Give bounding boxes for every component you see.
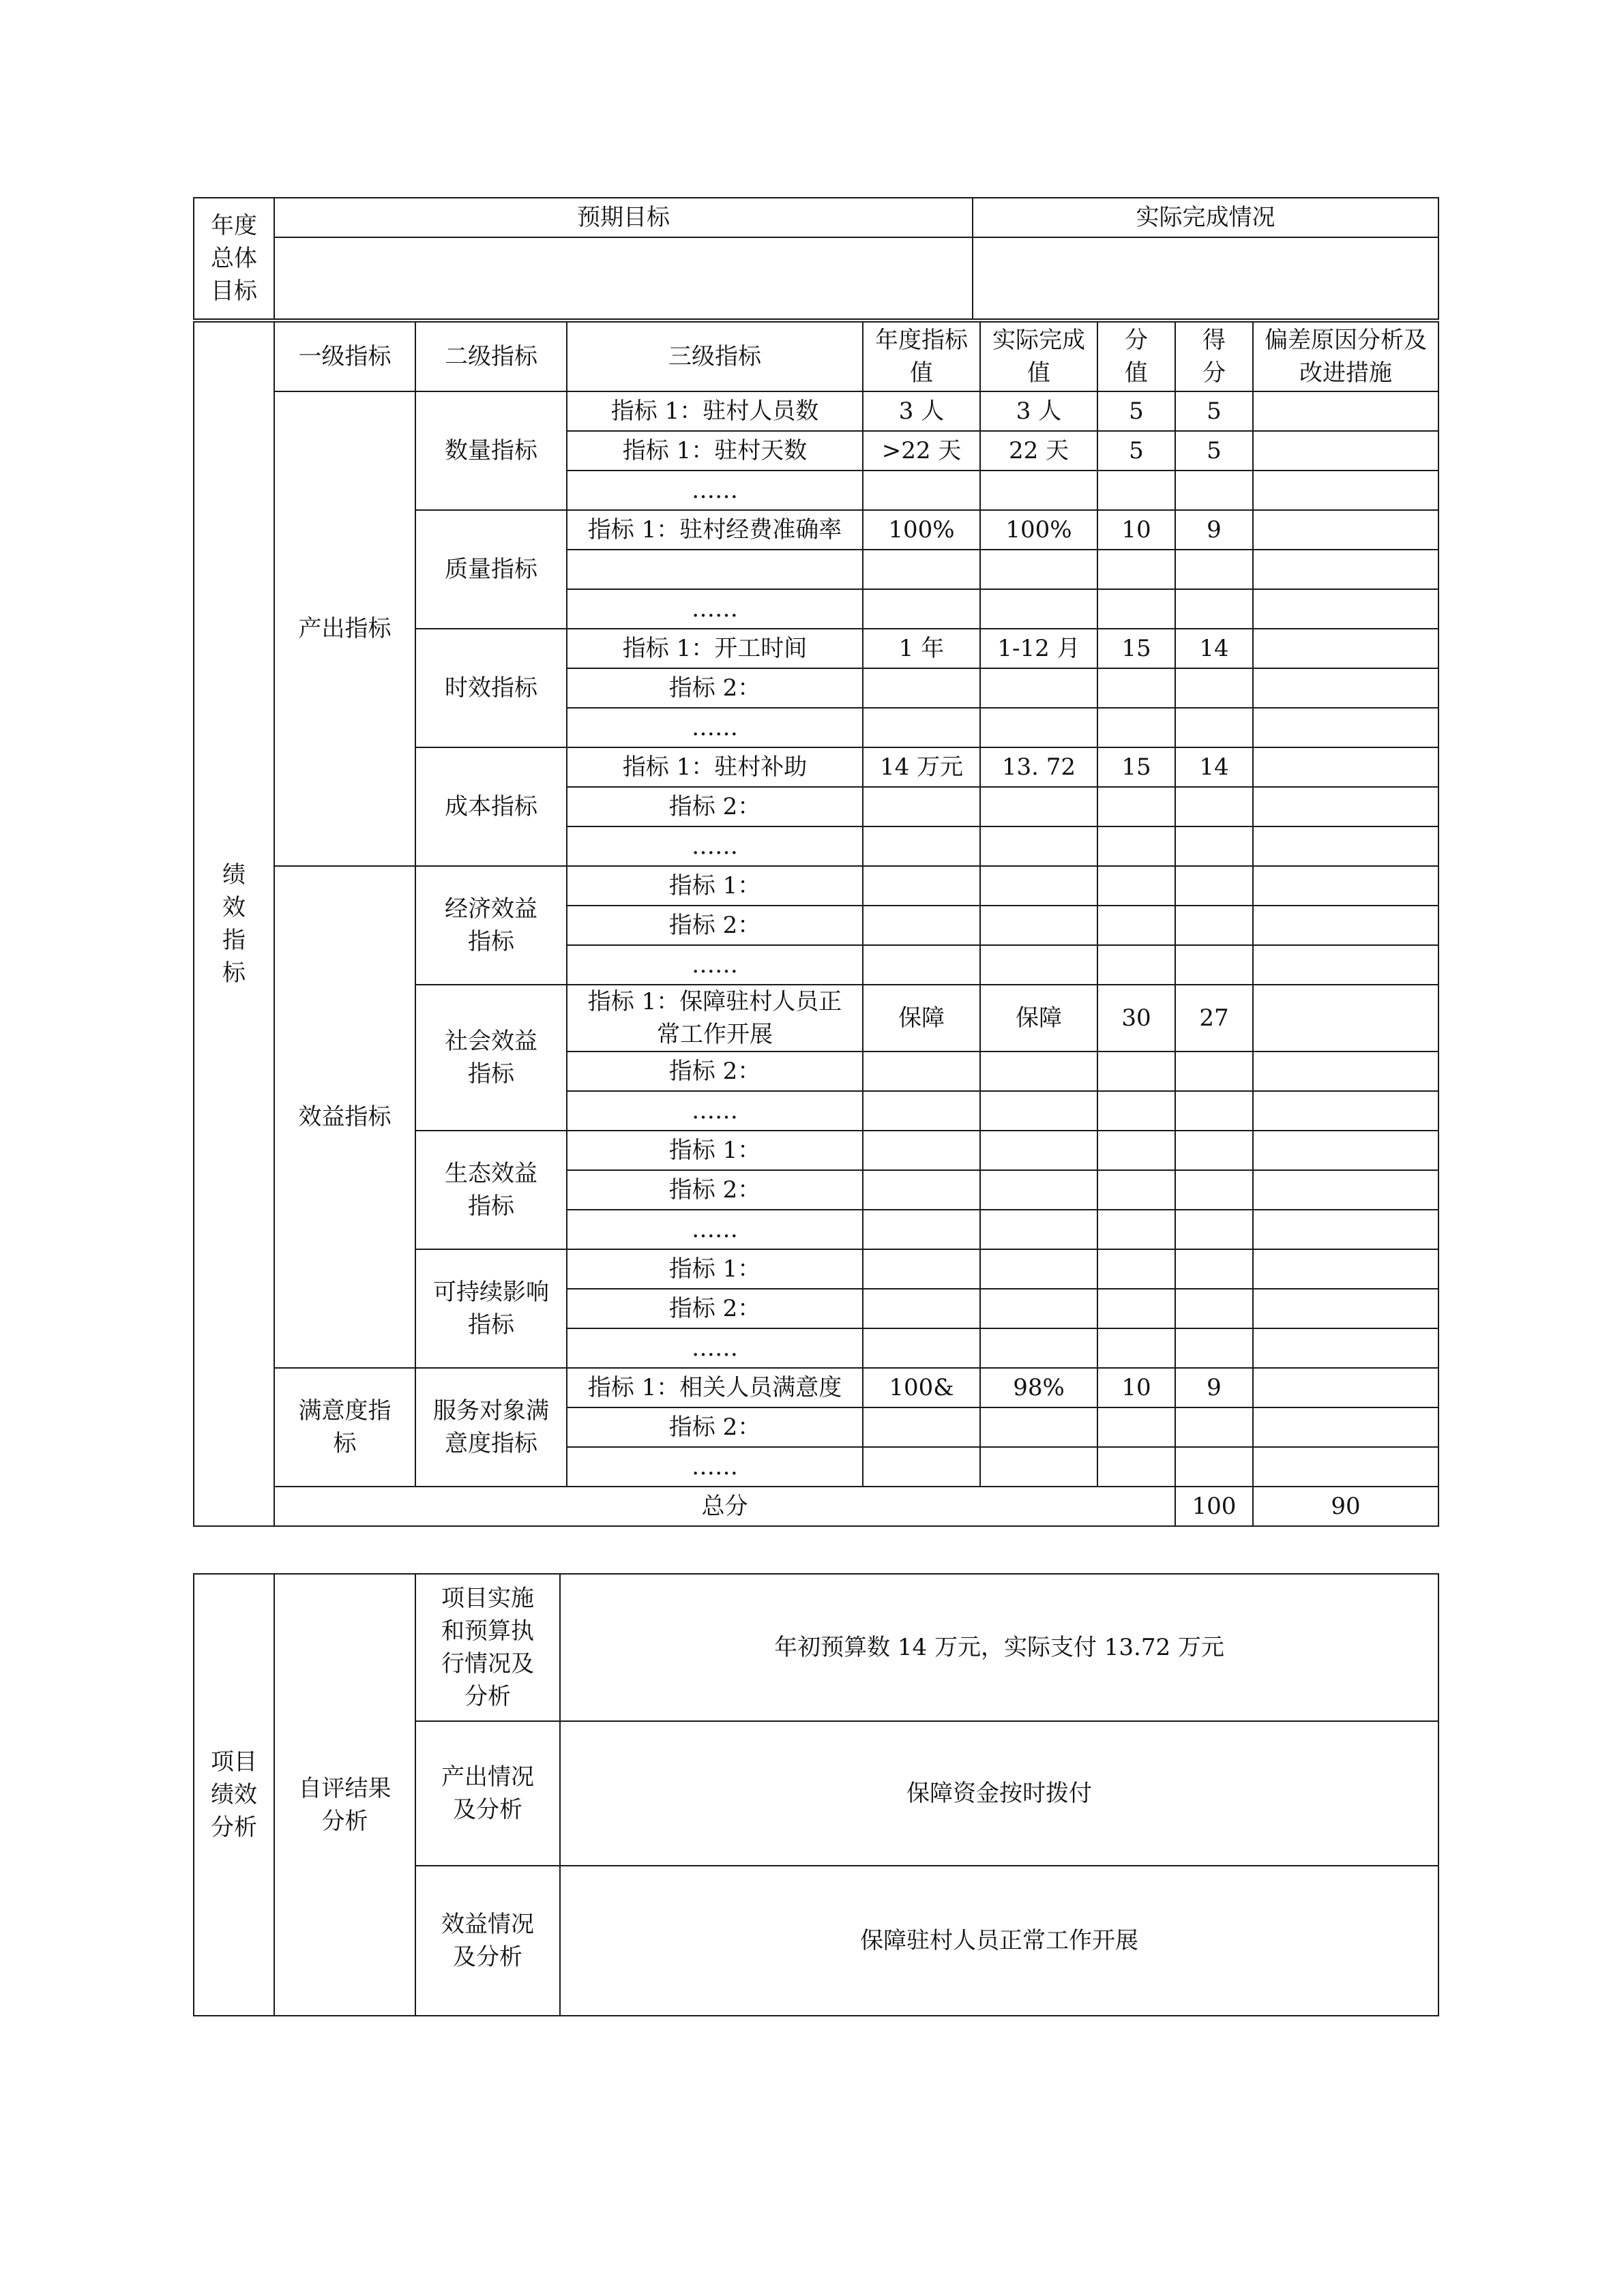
indicator-weight: [1097, 866, 1175, 906]
indicator-weight: [1097, 1210, 1175, 1249]
indicator-note: [1253, 1052, 1438, 1091]
indicator-target: [863, 1131, 980, 1170]
indicator-name: ……: [567, 1447, 863, 1487]
header-weight: 分值: [1125, 327, 1148, 387]
indicator-note: [1253, 1131, 1438, 1170]
indicator-target: [863, 1328, 980, 1368]
indicator-name: 指标 1：相关人员满意度: [567, 1368, 863, 1407]
self-evaluation-label-cell: [274, 1574, 415, 2016]
indicator-target: [863, 1170, 980, 1210]
indicator-target: 1 年: [863, 629, 980, 668]
indicator-score: 9: [1175, 1368, 1253, 1407]
indicator-note: [1253, 906, 1438, 945]
analysis-row: [194, 1574, 1438, 1721]
cost-indicator-label: 成本指标: [415, 747, 567, 866]
indicator-weight: 30: [1097, 985, 1175, 1052]
annual-goal-label: 年度总体目标: [211, 212, 257, 305]
indicator-weight: [1097, 826, 1175, 866]
header-deviation: 偏差原因分析及改进措施: [1265, 327, 1427, 387]
indicator-score: [1175, 668, 1253, 708]
indicator-name: 指标 1：驻村经费准确率: [567, 510, 863, 550]
header-weight-cell: [1097, 322, 1175, 391]
service-satisfaction-label-cell: [415, 1368, 567, 1487]
indicator-score: [1175, 826, 1253, 866]
indicator-weight: 10: [1097, 510, 1175, 550]
table-row: [194, 1368, 1438, 1407]
total-row: [194, 1487, 1438, 1526]
analysis-item-label: 产出情况及分析: [441, 1763, 534, 1823]
perf-side-label: 绩效指标: [222, 861, 246, 987]
timeliness-indicator-label: 时效指标: [415, 629, 567, 747]
indicator-weight: [1097, 1407, 1175, 1447]
indicator-weight: [1097, 471, 1175, 510]
indicator-name: ……: [567, 945, 863, 985]
header-level3: 三级指标: [567, 322, 863, 391]
actual-completion-value: [973, 237, 1438, 319]
indicator-name: 指标 2：: [567, 1289, 863, 1328]
header-deviation-cell: [1253, 322, 1438, 391]
indicator-note: [1253, 431, 1438, 471]
indicator-target: [863, 826, 980, 866]
indicator-name: ……: [567, 471, 863, 510]
indicator-weight: [1097, 1249, 1175, 1289]
indicator-actual: [980, 668, 1097, 708]
header-annual-target: 年度指标值: [875, 327, 968, 387]
header-score-cell: [1175, 322, 1253, 391]
output-indicator-label: 产出指标: [274, 391, 415, 866]
total-score: 90: [1253, 1487, 1438, 1526]
indicator-name: 指标 1：: [567, 866, 863, 906]
expected-goal-header: 预期目标: [274, 198, 973, 237]
indicator-target: [863, 1447, 980, 1487]
analysis-item-content: 保障资金按时拨付: [560, 1721, 1438, 1866]
indicator-target: 100%: [863, 510, 980, 550]
indicator-name: ……: [567, 826, 863, 866]
indicator-note: [1253, 1407, 1438, 1447]
indicator-actual: [980, 906, 1097, 945]
indicator-score: [1175, 906, 1253, 945]
analysis-item-label-cell: [415, 1866, 560, 2016]
indicator-actual: [980, 589, 1097, 629]
indicator-weight: 5: [1097, 391, 1175, 431]
indicator-name: 指标 2：: [567, 1407, 863, 1447]
indicator-actual: [980, 708, 1097, 747]
indicator-weight: [1097, 1091, 1175, 1131]
quantity-indicator-label: 数量指标: [415, 391, 567, 510]
indicator-score: 14: [1175, 629, 1253, 668]
analysis-item-label: 效益情况及分析: [441, 1911, 534, 1971]
indicator-weight: [1097, 787, 1175, 826]
indicator-name: 指标 2：: [567, 906, 863, 945]
indicator-name: 指标 2：: [567, 1170, 863, 1210]
indicator-weight: [1097, 668, 1175, 708]
indicator-score: 9: [1175, 510, 1253, 550]
indicator-target: 保障: [863, 985, 980, 1052]
economic-indicator-label-cell: [415, 866, 567, 985]
indicator-score: [1175, 1407, 1253, 1447]
indicator-actual: [980, 1447, 1097, 1487]
indicator-actual: [980, 1289, 1097, 1328]
indicator-note: [1253, 1210, 1438, 1249]
indicator-name: [567, 550, 863, 589]
indicator-name: 指标 1：: [567, 1249, 863, 1289]
indicator-weight: 15: [1097, 747, 1175, 787]
indicator-weight: [1097, 589, 1175, 629]
header-score: 得分: [1202, 327, 1226, 387]
indicator-target: [863, 1091, 980, 1131]
indicator-actual: [980, 1328, 1097, 1368]
indicator-weight: [1097, 1170, 1175, 1210]
indicator-target: 3 人: [863, 391, 980, 431]
indicator-score: [1175, 471, 1253, 510]
indicator-name: ……: [567, 1091, 863, 1131]
expected-goal-value: [274, 237, 973, 319]
indicator-actual: [980, 1170, 1097, 1210]
indicator-name: ……: [567, 589, 863, 629]
total-label: 总分: [274, 1487, 1175, 1526]
indicator-score: 27: [1175, 985, 1253, 1052]
indicator-weight: [1097, 906, 1175, 945]
indicator-score: [1175, 866, 1253, 906]
indicator-target: [863, 668, 980, 708]
ecological-indicator-label-cell: [415, 1131, 567, 1249]
analysis-side-label: 项目绩效分析: [211, 1748, 257, 1841]
economic-indicator-label: 经济效益指标: [445, 895, 537, 955]
indicator-weight: [1097, 1052, 1175, 1091]
analysis-item-content: 年初预算数 14 万元，实际支付 13.72 万元: [560, 1574, 1438, 1721]
indicator-weight: [1097, 1289, 1175, 1328]
indicator-name: 指标 2：: [567, 1052, 863, 1091]
indicator-note: [1253, 1328, 1438, 1368]
satisfaction-indicator-label-cell: [274, 1368, 415, 1487]
indicator-target: [863, 787, 980, 826]
indicator-score: [1175, 1091, 1253, 1131]
indicator-score: [1175, 1328, 1253, 1368]
indicator-actual: [980, 787, 1097, 826]
indicator-note: [1253, 1447, 1438, 1487]
indicator-note: [1253, 1091, 1438, 1131]
analysis-item-content: 保障驻村人员正常工作开展: [560, 1866, 1438, 2016]
indicator-note: [1253, 668, 1438, 708]
indicator-score: [1175, 1210, 1253, 1249]
indicator-name: 指标 2：: [567, 668, 863, 708]
indicator-weight: 10: [1097, 1368, 1175, 1407]
indicator-weight: 15: [1097, 629, 1175, 668]
indicator-target: [863, 1210, 980, 1249]
indicator-note: [1253, 747, 1438, 787]
indicator-weight: [1097, 1328, 1175, 1368]
indicator-target: [863, 1249, 980, 1289]
analysis-item-label-cell: [415, 1574, 560, 1721]
indicator-actual: [980, 866, 1097, 906]
indicator-actual: 98%: [980, 1368, 1097, 1407]
table-row: [194, 391, 1438, 431]
indicator-target: [863, 589, 980, 629]
perf-side-label-cell: [194, 322, 274, 1526]
social-indicator-label: 社会效益指标: [445, 1028, 537, 1088]
indicator-target: [863, 906, 980, 945]
indicator-actual: [980, 945, 1097, 985]
indicator-actual: [980, 1052, 1097, 1091]
indicator-note: [1253, 866, 1438, 906]
header-level2: 二级指标: [415, 322, 567, 391]
indicator-note: [1253, 550, 1438, 589]
annual-goal-label-cell: [194, 198, 274, 319]
indicator-note: [1253, 629, 1438, 668]
indicator-note: [1253, 510, 1438, 550]
indicator-actual: 3 人: [980, 391, 1097, 431]
indicator-actual: 1-12 月: [980, 629, 1097, 668]
indicator-note: [1253, 1368, 1438, 1407]
performance-indicator-table: [193, 321, 1439, 1527]
indicator-weight: [1097, 945, 1175, 985]
indicator-target: 100&: [863, 1368, 980, 1407]
indicator-target: [863, 550, 980, 589]
annual-goal-table: [193, 197, 1439, 320]
indicator-score: [1175, 945, 1253, 985]
indicator-score: 5: [1175, 431, 1253, 471]
indicator-score: [1175, 550, 1253, 589]
indicator-weight: [1097, 550, 1175, 589]
indicator-name: 指标 1：开工时间: [567, 629, 863, 668]
indicator-actual: [980, 1091, 1097, 1131]
indicator-score: 14: [1175, 747, 1253, 787]
indicator-note: [1253, 1170, 1438, 1210]
indicator-name: ……: [567, 1210, 863, 1249]
indicator-score: [1175, 589, 1253, 629]
header-level1: 一级指标: [274, 322, 415, 391]
indicator-name-cell: [567, 985, 863, 1052]
indicator-note: [1253, 985, 1438, 1052]
analysis-item-label-cell: [415, 1721, 560, 1866]
benefit-indicator-label: 效益指标: [274, 866, 415, 1368]
indicator-actual: [980, 1249, 1097, 1289]
indicator-name: 指标 1：驻村天数: [567, 431, 863, 471]
indicator-target: [863, 866, 980, 906]
ecological-indicator-label: 生态效益指标: [445, 1160, 537, 1220]
indicator-target: [863, 1052, 980, 1091]
total-weight: 100: [1175, 1487, 1253, 1526]
indicator-score: [1175, 708, 1253, 747]
indicator-score: [1175, 1131, 1253, 1170]
analysis-item-label: 项目实施和预算执行情况及分析: [441, 1585, 534, 1710]
indicator-actual: 保障: [980, 985, 1097, 1052]
indicator-actual: 22 天: [980, 431, 1097, 471]
indicator-actual: 13. 72: [980, 747, 1097, 787]
header-actual: 实际完成值: [992, 327, 1085, 387]
indicator-note: [1253, 391, 1438, 431]
indicator-actual: [980, 1131, 1097, 1170]
indicator-actual: [980, 550, 1097, 589]
indicator-weight: [1097, 708, 1175, 747]
indicator-score: 5: [1175, 391, 1253, 431]
indicator-target: [863, 471, 980, 510]
satisfaction-indicator-label: 满意度指标: [298, 1397, 392, 1457]
indicator-note: [1253, 1289, 1438, 1328]
indicator-target: 14 万元: [863, 747, 980, 787]
header-actual-cell: [980, 322, 1097, 391]
indicator-note: [1253, 945, 1438, 985]
indicator-score: [1175, 1052, 1253, 1091]
sustainable-indicator-label-cell: [415, 1249, 567, 1368]
quality-indicator-label: 质量指标: [415, 510, 567, 629]
indicator-target: >22 天: [863, 431, 980, 471]
indicator-name: 指标 1：驻村补助: [567, 747, 863, 787]
indicator-target: [863, 945, 980, 985]
indicator-note: [1253, 787, 1438, 826]
indicator-score: [1175, 1447, 1253, 1487]
indicator-name: ……: [567, 708, 863, 747]
indicator-name: 指标 1：保障驻村人员正常工作开展: [587, 988, 842, 1048]
self-evaluation-label: 自评结果分析: [298, 1775, 392, 1835]
indicator-score: [1175, 1170, 1253, 1210]
actual-completion-header: 实际完成情况: [973, 198, 1438, 237]
indicator-actual: [980, 1210, 1097, 1249]
header-annual-target-cell: [863, 322, 980, 391]
indicator-actual: [980, 1407, 1097, 1447]
sustainable-indicator-label: 可持续影响指标: [433, 1279, 549, 1339]
indicator-name: 指标 1：驻村人员数: [567, 391, 863, 431]
social-indicator-label-cell: [415, 985, 567, 1131]
indicator-score: [1175, 1249, 1253, 1289]
indicator-target: [863, 1289, 980, 1328]
indicator-target: [863, 1407, 980, 1447]
indicator-weight: [1097, 1131, 1175, 1170]
indicator-name: ……: [567, 1328, 863, 1368]
analysis-side-label-cell: [194, 1574, 274, 2016]
indicator-score: [1175, 787, 1253, 826]
service-satisfaction-label: 服务对象满意度指标: [433, 1397, 549, 1457]
indicator-target: [863, 708, 980, 747]
indicator-note: [1253, 471, 1438, 510]
indicator-actual: 100%: [980, 510, 1097, 550]
indicator-name: 指标 1：: [567, 1131, 863, 1170]
indicator-note: [1253, 1249, 1438, 1289]
indicator-actual: [980, 826, 1097, 866]
indicator-score: [1175, 1289, 1253, 1328]
indicator-note: [1253, 708, 1438, 747]
indicator-weight: [1097, 1447, 1175, 1487]
indicator-name: 指标 2：: [567, 787, 863, 826]
indicator-header-row: [194, 322, 1438, 391]
indicator-note: [1253, 589, 1438, 629]
indicator-actual: [980, 471, 1097, 510]
table-row: [194, 866, 1438, 906]
performance-analysis-table: [193, 1573, 1439, 2016]
indicator-note: [1253, 826, 1438, 866]
indicator-weight: 5: [1097, 431, 1175, 471]
